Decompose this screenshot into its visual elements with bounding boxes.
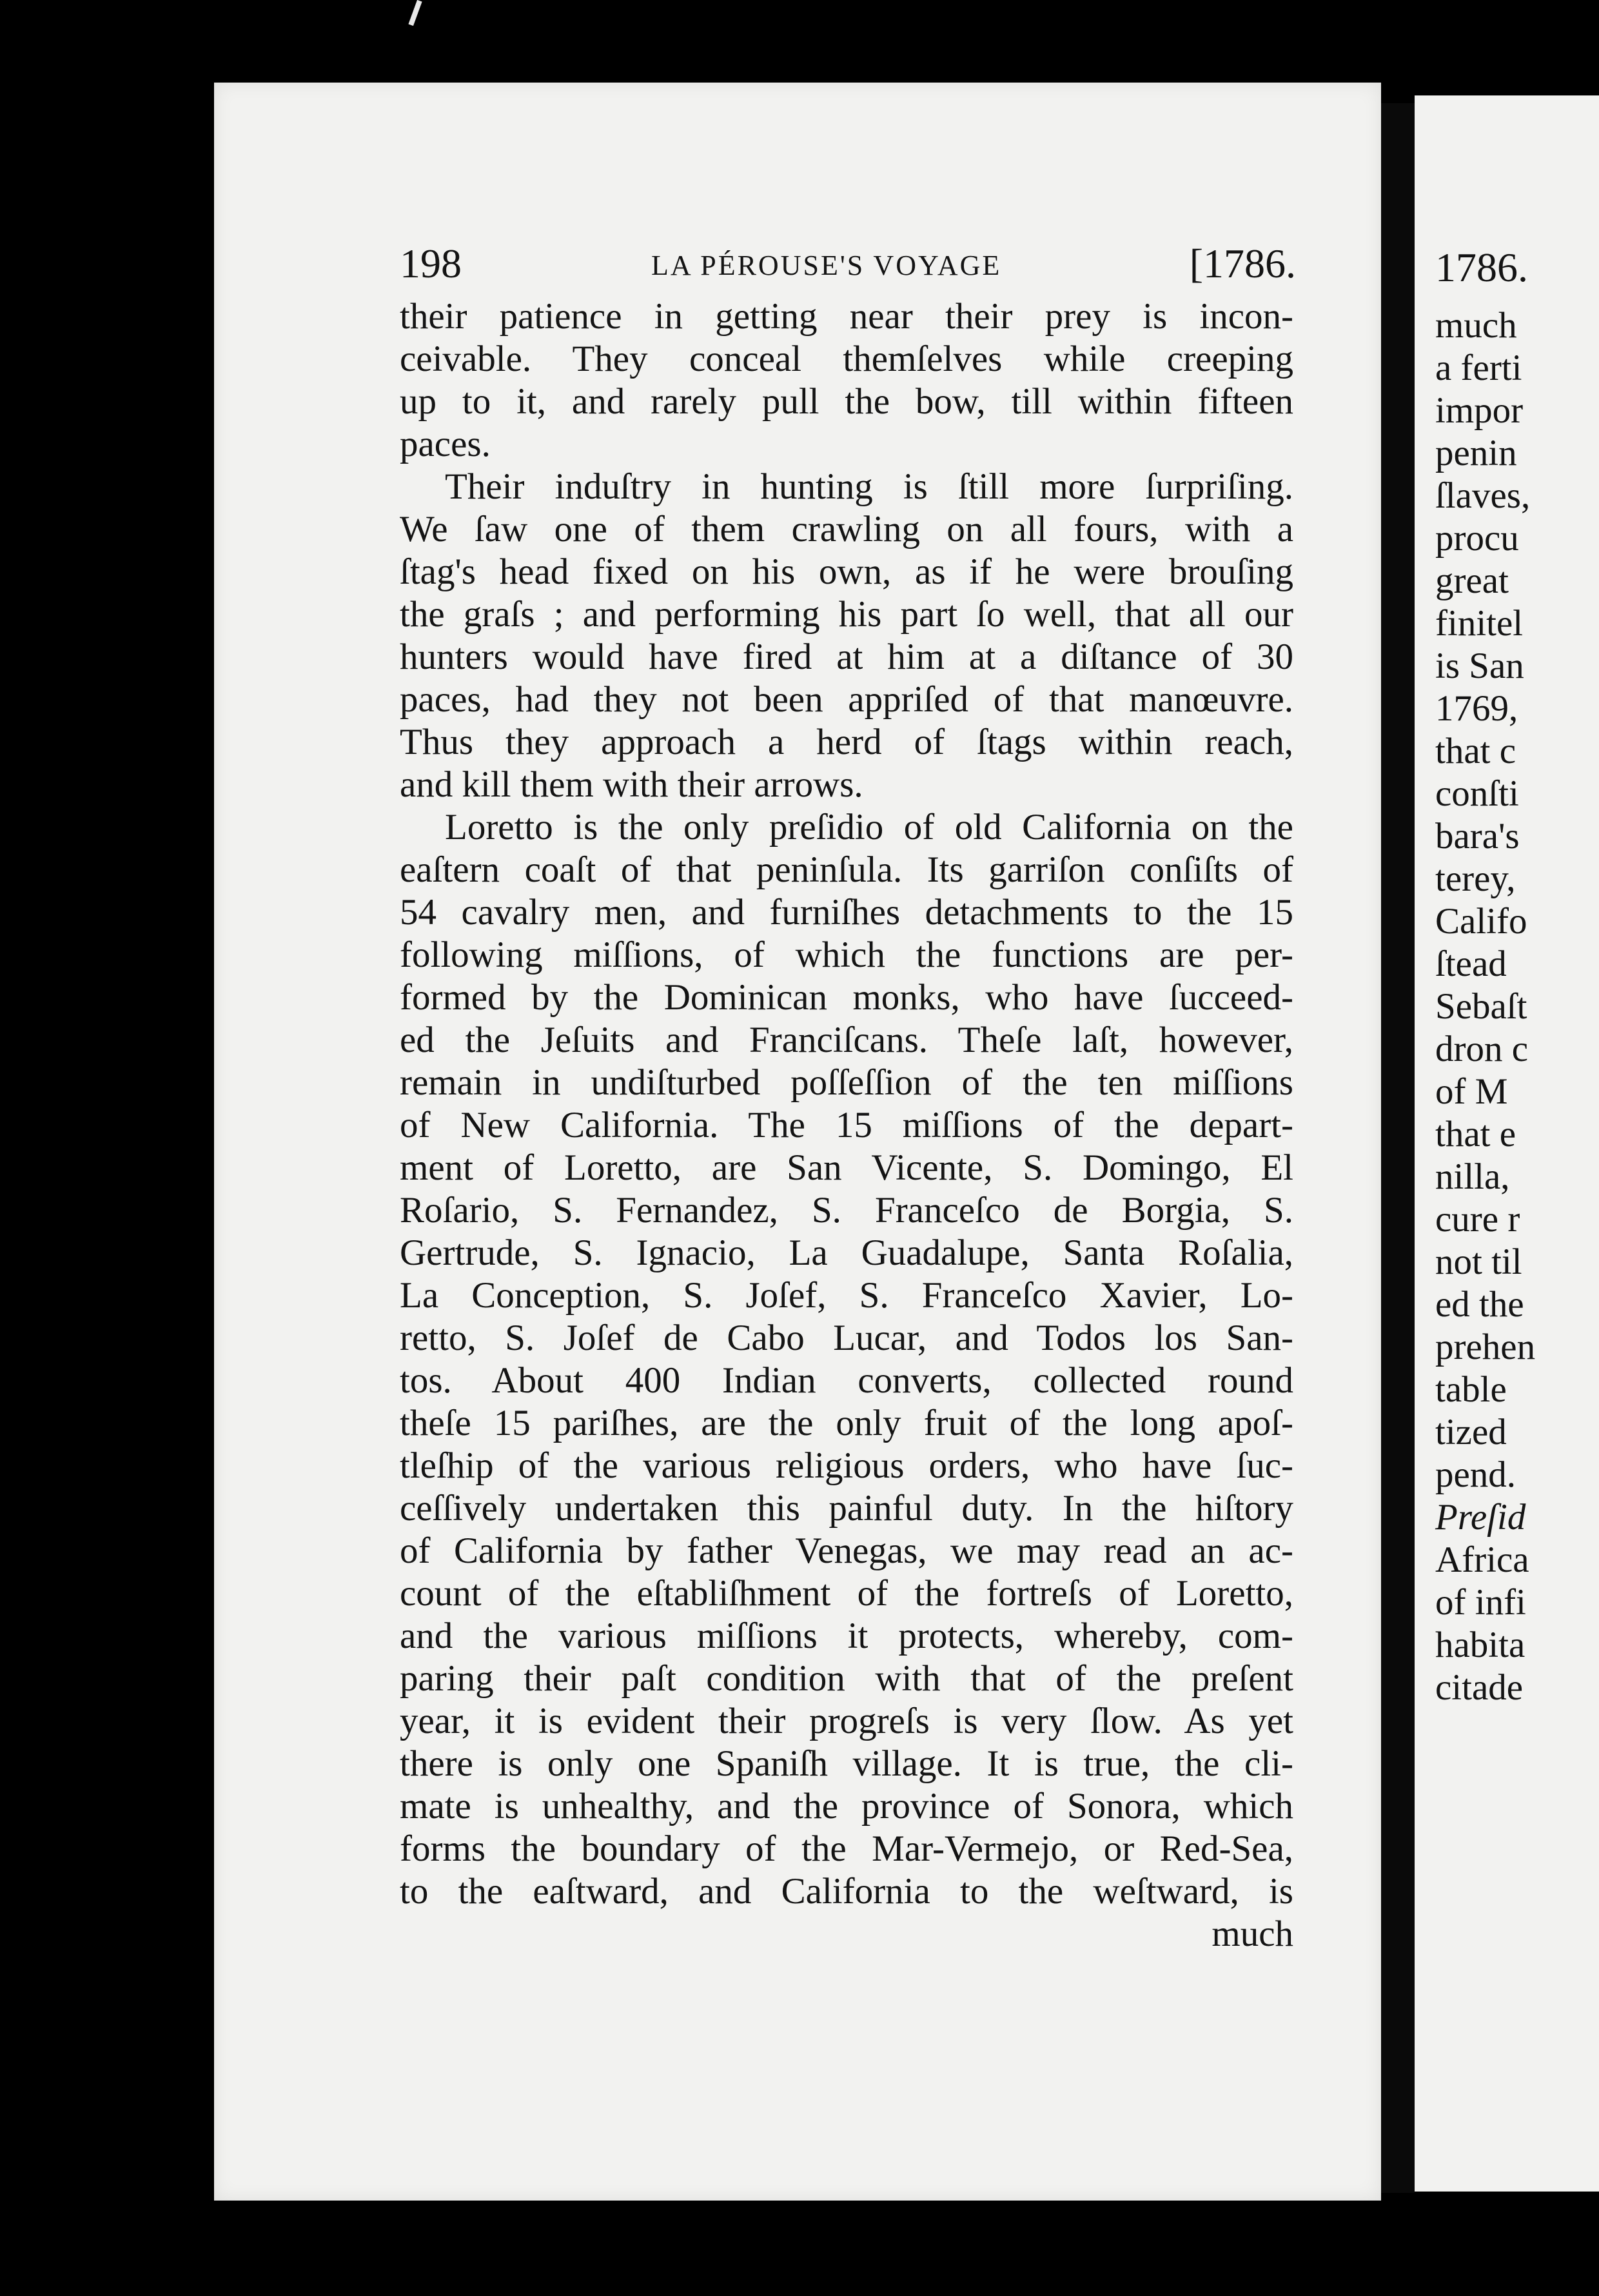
text-line: Loretto is the only preſidio of old California on the	[445, 807, 1293, 847]
text-line: retto, S. Joſef de Cabo Lucar, and Todos los San-	[400, 1318, 1293, 1358]
text-line: hunters would have fired at him at a diſtance of 30	[400, 637, 1293, 677]
text-line: theſe 15 pariſhes, are the only fruit of the long apoſ-	[400, 1403, 1293, 1443]
facing-page-line: ed the	[1435, 1284, 1524, 1325]
text-line: Gertrude, S. Ignacio, La Guadalupe, Santa Roſalia,	[400, 1232, 1293, 1273]
text-line: paces.	[400, 424, 491, 464]
text-line: and kill them with their arrows.	[400, 764, 863, 805]
facing-page-line: Africa	[1435, 1539, 1529, 1580]
facing-page	[1415, 95, 1599, 2192]
facing-page-line: Sebaſt	[1435, 986, 1527, 1027]
facing-page-line: impor	[1435, 390, 1524, 431]
facing-page-line: that c	[1435, 731, 1516, 771]
facing-page-line: tized	[1435, 1412, 1507, 1452]
facing-page-line: a ferti	[1435, 348, 1522, 388]
text-line: mate is unhealthy, and the province of Sonora, which	[400, 1786, 1293, 1826]
text-line: eaſtern coaſt of that peninſula. Its garriſon conſiſts of	[400, 849, 1293, 890]
facing-page-line: bara's	[1435, 816, 1520, 856]
facing-page-line: Califo	[1435, 901, 1527, 942]
text-line: paring their paſt condition with that of the preſent	[400, 1658, 1293, 1699]
text-line: ceſſively undertaken this painful duty. In the hiſtory	[400, 1488, 1293, 1529]
facing-page-line: 1769,	[1435, 688, 1518, 729]
text-line: We ſaw one of them crawling on all fours, with a	[400, 509, 1293, 549]
text-line: Their induſtry in hunting is ſtill more ſurpriſing.	[445, 466, 1293, 507]
text-line: ment of Loretto, are San Vicente, S. Domingo, El	[400, 1147, 1293, 1188]
facing-page-line: Preſid	[1435, 1497, 1526, 1538]
facing-page-line: terey,	[1435, 858, 1516, 899]
text-line: ſtag's head fixed on his own, as if he were brouſing	[400, 551, 1293, 592]
facing-page-text	[1435, 240, 1599, 1709]
facing-page-line: great	[1435, 560, 1509, 601]
facing-page-line: table	[1435, 1369, 1507, 1410]
running-title: LA PÉROUSE'S VOYAGE	[651, 250, 1002, 281]
body-text	[400, 295, 1293, 1955]
text-line: formed by the Dominican monks, who have ſucceed-	[400, 977, 1293, 1018]
text-line: Roſario, S. Fernandez, S. Franceſco de Borgia, S.	[400, 1190, 1293, 1231]
facing-page-line: habita	[1435, 1625, 1525, 1665]
text-line: to the eaſtward, and California to the weſtward, is	[400, 1871, 1293, 1912]
facing-page-line: ſtead	[1435, 944, 1507, 984]
facing-page-line: of M	[1435, 1071, 1508, 1112]
text-line: count of the eſtabliſhment of the fortreſs of Loretto,	[400, 1573, 1293, 1614]
facing-page-year: 1786.	[1435, 244, 1528, 290]
catchword: much	[1212, 1914, 1293, 1954]
facing-page-line: dron c	[1435, 1029, 1529, 1069]
facing-page-line: cure r	[1435, 1199, 1520, 1240]
text-line: their patience in getting near their prey is incon-	[400, 296, 1293, 337]
text-line: ceivable. They conceal themſelves while creeping	[400, 339, 1293, 379]
text-line: there is only one Spaniſh village. It is true, the cli-	[400, 1743, 1293, 1784]
text-line: the graſs ; and performing his part ſo well, that all our	[400, 594, 1293, 635]
facing-page-line: much	[1435, 305, 1517, 346]
text-line: of New California. The 15 miſſions of the depart-	[400, 1105, 1293, 1145]
facing-page-line: citade	[1435, 1667, 1524, 1708]
scan-mark	[408, 0, 422, 26]
text-line: of California by father Venegas, we may read an ac-	[400, 1530, 1293, 1571]
page-number: 198	[400, 241, 462, 286]
facing-page-line: ſlaves,	[1435, 475, 1531, 516]
facing-page-line: prehen	[1435, 1327, 1536, 1367]
text-line: remain in undiſturbed poſſeſſion of the ten miſſions	[400, 1062, 1293, 1103]
facing-page-line: procu	[1435, 518, 1519, 559]
facing-page-line: penin	[1435, 433, 1517, 473]
text-line: up to it, and rarely pull the bow, till within fifteen	[400, 381, 1293, 422]
text-line: year, it is evident their progreſs is very ſlow. As yet	[400, 1701, 1293, 1741]
text-line: tos. About 400 Indian converts, collected round	[400, 1360, 1293, 1401]
facing-page-line: of infi	[1435, 1582, 1526, 1623]
facing-page-line: is San	[1435, 646, 1524, 686]
text-line: ed the Jeſuits and Franciſcans. Theſe laſt, however,	[400, 1020, 1293, 1060]
text-line: tleſhip of the various religious orders, who have ſuc-	[400, 1445, 1293, 1486]
facing-page-line: finitel	[1435, 603, 1524, 644]
header-year: [1786.	[1189, 241, 1296, 286]
facing-page-line: that e	[1435, 1114, 1516, 1154]
book-gutter	[1381, 103, 1415, 2193]
text-line: forms the boundary of the Mar-Vermejo, or Red-Sea,	[400, 1828, 1293, 1869]
text-line: 54 cavalry men, and furniſhes detachments to the 15	[400, 892, 1293, 933]
text-line: paces, had they not been appriſed of that manœuvre.	[400, 679, 1293, 720]
text-line: Thus they approach a herd of ſtags within reach,	[400, 722, 1293, 762]
facing-page-line: not til	[1435, 1242, 1522, 1282]
facing-page-line: nilla,	[1435, 1156, 1510, 1197]
text-line: following miſſions, of which the functions are per-	[400, 935, 1293, 975]
facing-page-line: pend.	[1435, 1454, 1516, 1495]
text-line: La Conception, S. Joſef, S. Franceſco Xavier, Lo-	[400, 1275, 1293, 1316]
page-header	[400, 240, 1302, 298]
facing-page-line: conſti	[1435, 773, 1519, 814]
text-line: and the various miſſions it protects, whereby, com-	[400, 1616, 1293, 1656]
